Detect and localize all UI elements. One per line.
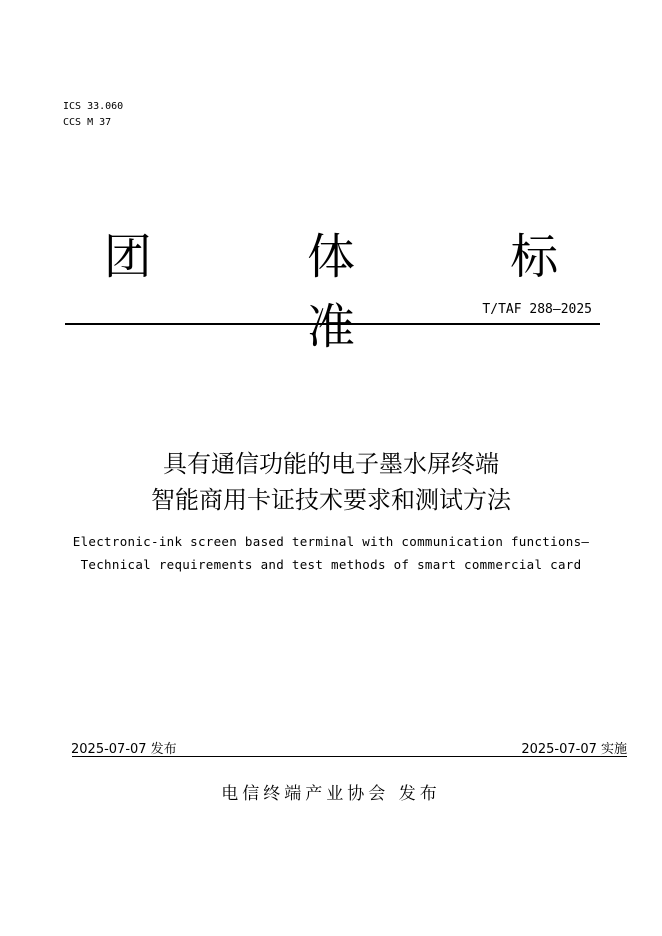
ics-code: ICS 33.060	[63, 101, 124, 112]
english-title-line-2: Technical requirements and test methods of smart commercial card	[80, 557, 582, 572]
chinese-title-line-2: 智能商用卡证技术要求和测试方法	[151, 486, 511, 514]
standard-type-heading: 团 体 标 准	[103, 229, 629, 355]
english-title	[0, 530, 662, 576]
classification-codes	[63, 99, 123, 131]
ccs-code: CCS M 37	[63, 117, 112, 128]
chinese-title-line-1: 具有通信功能的电子墨水屏终端	[163, 450, 499, 478]
publisher: 电信终端产业协会 发布	[221, 784, 441, 804]
standard-number: T/TAF 288—2025	[482, 302, 592, 317]
header-divider	[65, 323, 600, 325]
footer-divider	[72, 756, 627, 757]
english-title-line-1: Electronic-ink screen based terminal with communication functions—	[72, 534, 590, 549]
chinese-title	[0, 446, 662, 518]
publication-date: 2025-07-07 发布	[71, 742, 177, 757]
implementation-date: 2025-07-07 实施	[521, 742, 627, 757]
